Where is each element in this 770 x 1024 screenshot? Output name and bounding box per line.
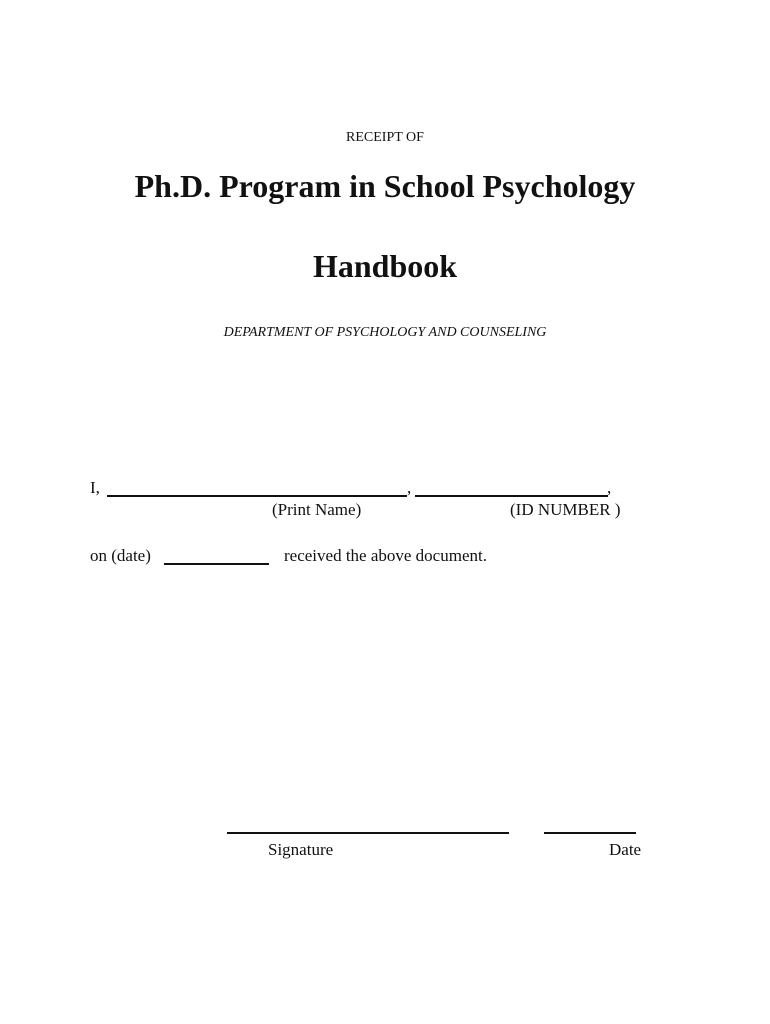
receipt-date-field[interactable] — [164, 563, 269, 565]
date-label: Date — [609, 840, 642, 859]
id-number-field[interactable] — [415, 495, 608, 497]
receipt-of-heading: RECEIPT OF — [346, 130, 424, 145]
document-subtitle: Handbook — [312, 248, 458, 284]
comma-separator: , — [407, 478, 412, 497]
i-prefix: I, — [90, 478, 100, 497]
department-name: DEPARTMENT OF PSYCHOLOGY AND COUNSELING — [223, 325, 547, 340]
id-number-label: (ID NUMBER ) — [510, 500, 621, 519]
print-name-label: (Print Name) — [272, 500, 362, 519]
document-title: Ph.D. Program in School Psychology — [134, 168, 636, 204]
on-date-label: on (date) — [90, 546, 151, 565]
signature-label: Signature — [268, 840, 334, 859]
print-name-field[interactable] — [107, 495, 407, 497]
signature-date-field[interactable] — [544, 832, 636, 834]
comma-separator: , — [607, 478, 612, 497]
received-statement: received the above document. — [284, 546, 487, 565]
signature-field[interactable] — [227, 832, 509, 834]
